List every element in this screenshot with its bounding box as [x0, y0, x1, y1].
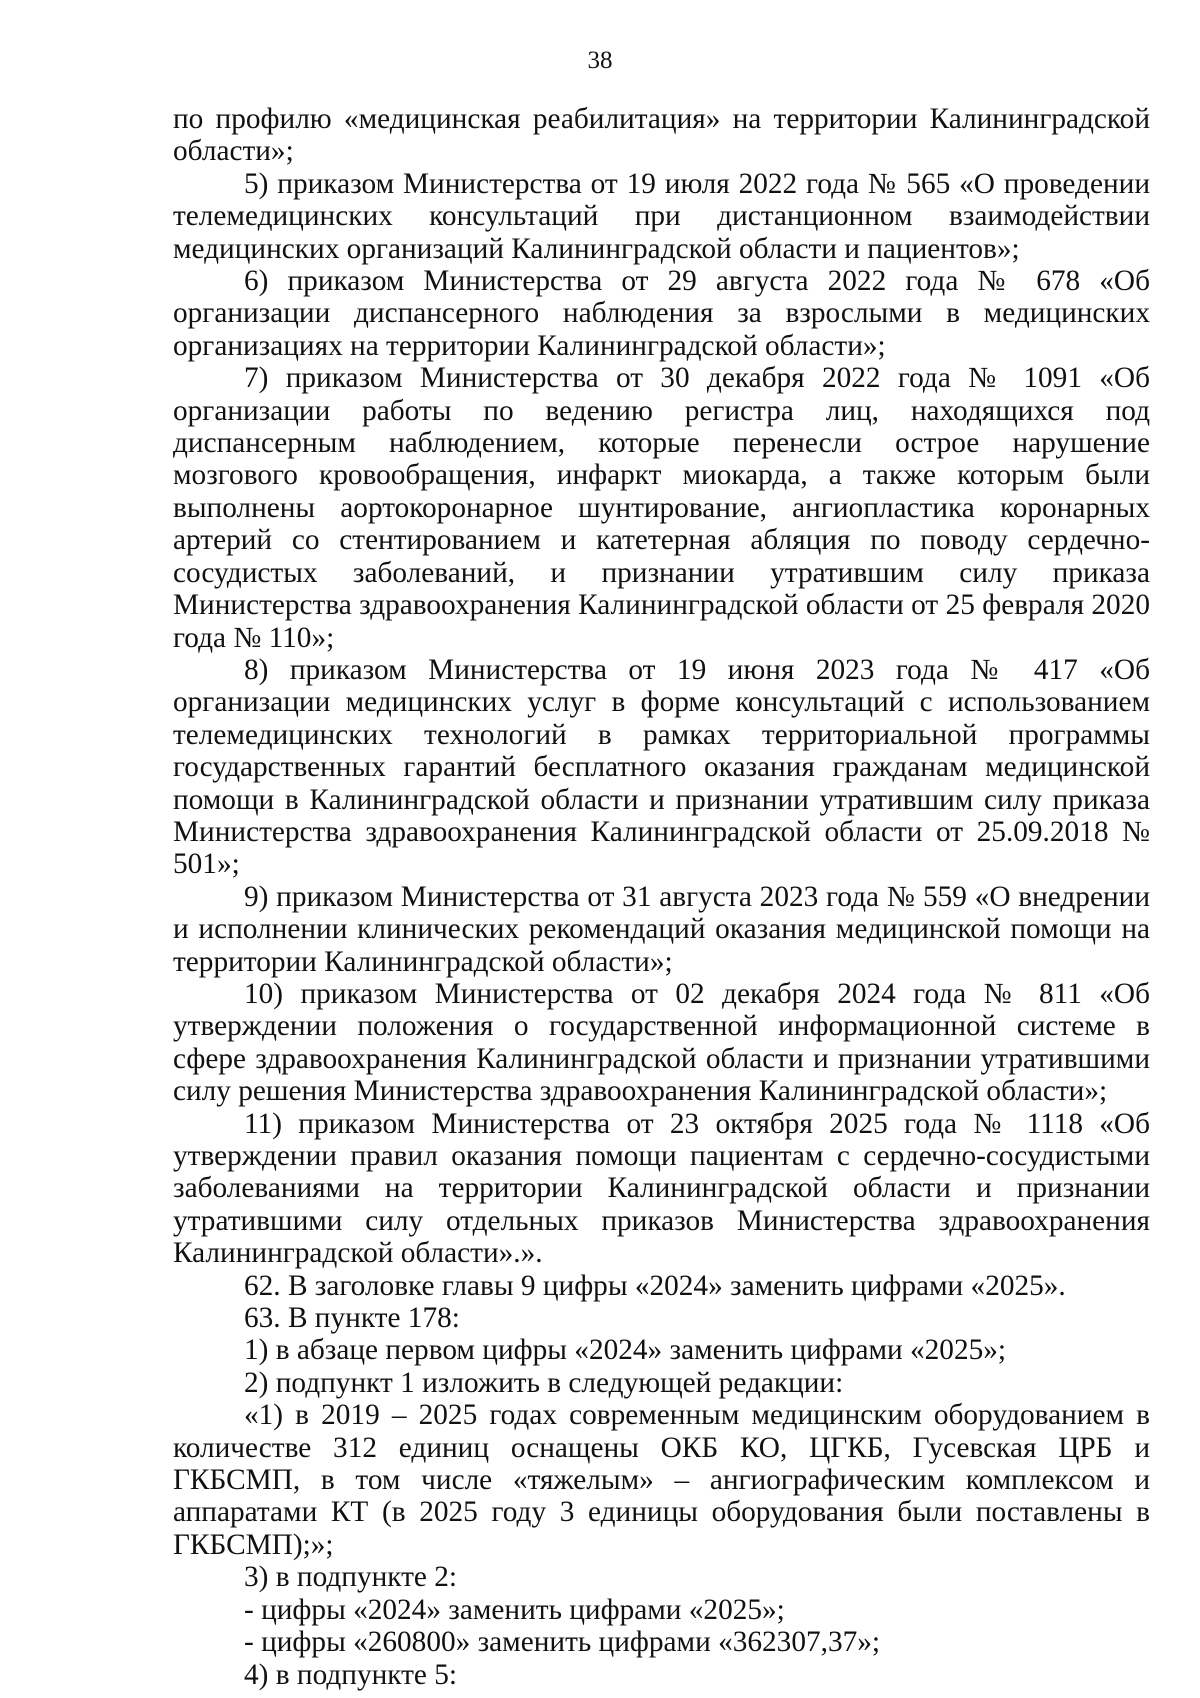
- document-body: [173, 103, 1150, 1691]
- paragraph-63-sub-2: 2) подпункт 1 изложить в следующей редакции:: [244, 1366, 844, 1399]
- paragraph-item-10: 10) приказом Министерства от 02 декабря 2024 года № 811 «Об утверждении положения о государственной информационной системе в сфере здравоохранения Калининградской области и признании утратившими силу решения Министерства здравоохранения Калининградской области»;: [173, 977, 1150, 1108]
- paragraph-item-8: 8) приказом Министерства от 19 июня 2023 года № 417 «Об организации медицинских услуг в форме консультаций с использованием телемедицинских технологий в рамках территориальной программы государственных гарантий бесплатного оказания гражданам медицинской помощи в Калининградской области и признании утратившим силу приказа Министерства здравоохранения Калининградской области от 25.09.2018 № 501»;: [173, 653, 1150, 881]
- paragraph-item-9: 9) приказом Министерства от 31 августа 2023 года № 559 «О внедрении и исполнении клинических рекомендаций оказания медицинской помощи на территории Калининградской области»;: [173, 880, 1150, 978]
- paragraph-63-sub-2-text: «1) в 2019 – 2025 годах современным медицинским оборудованием в количестве 312 единиц оснащены ОКБ КО, ЦГКБ, Гусевская ЦРБ и ГКБСМП, в том числе «тяжелым» – ангиографическим комплексом и аппаратами КТ (в 2025 году 3 единицы оборудования были поставлены в ГКБСМП);»;: [173, 1399, 1150, 1561]
- paragraph-item-5: 5) приказом Министерства от 19 июля 2022 года № 565 «О проведении телемедицинских консультаций при дистанционном взаимодействии медицинских организаций Калининградской области и пациентов»;: [173, 167, 1150, 265]
- paragraph-63: 63. В пункте 178:: [244, 1302, 460, 1335]
- paragraph-63-sub-3-dash-1: - цифры «2024» заменить цифрами «2025»;: [244, 1593, 785, 1626]
- paragraph-63-sub-4: 4) в подпункте 5:: [244, 1658, 458, 1691]
- paragraph-63-sub-3: 3) в подпункте 2:: [244, 1561, 458, 1594]
- paragraph-63-sub-3-dash-2: - цифры «260800» заменить цифрами «362307,37»;: [244, 1626, 881, 1659]
- paragraph-item-11: 11) приказом Министерства от 23 октября 2025 года № 1118 «Об утверждении правил оказания помощи пациентам с сердечно-сосудистыми заболеваниями на территории Калининградской области и признании утратившими силу отдельных приказов Министерства здравоохранения Калининградской области».».: [173, 1107, 1150, 1270]
- paragraph-continuation: по профилю «медицинская реабилитация» на территории Калининградской области»;: [173, 103, 1150, 168]
- paragraph-63-sub-1: 1) в абзаце первом цифры «2024» заменить цифрами «2025»;: [244, 1334, 1007, 1367]
- paragraph-item-7: 7) приказом Министерства от 30 декабря 2022 года № 1091 «Об организации работы по ведению регистра лиц, находящихся под диспансерным наблюдением, которые перенесли острое нарушение мозгового кровообращения, инфаркт миокарда, а также которым были выполнены аортокоронарное шунтирование, ангиопластика коронарных артерий со стентированием и катетерная абляция по поводу сердечно-сосудистых заболеваний, и признании утратившим силу приказа Министерства здравоохранения Калининградской области от 25 февраля 2020 года № 110»;: [173, 362, 1150, 654]
- paragraph-62: 62. В заголовке главы 9 цифры «2024» заменить цифрами «2025».: [244, 1269, 1066, 1302]
- paragraph-item-6: 6) приказом Министерства от 29 августа 2022 года № 678 «Об организации диспансерного наблюдения за взрослыми в медицинских организациях на территории Калининградской области»;: [173, 265, 1150, 362]
- page-number: 38: [587, 47, 613, 74]
